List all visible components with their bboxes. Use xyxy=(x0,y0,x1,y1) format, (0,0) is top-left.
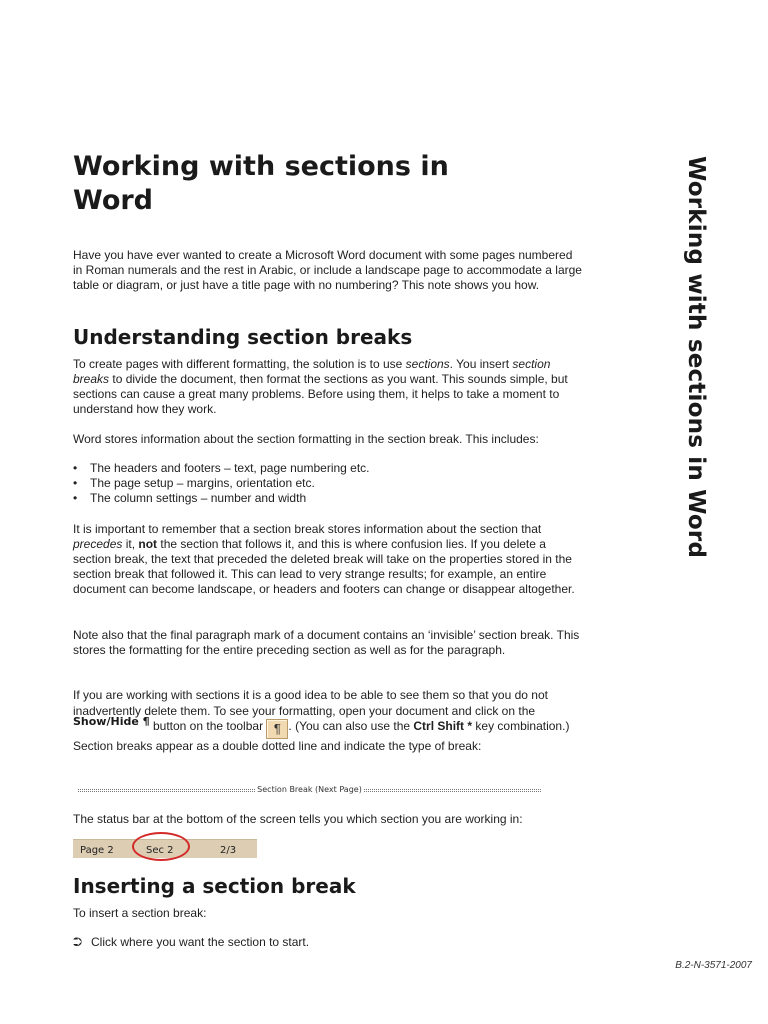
list-item-text: The column settings – number and width xyxy=(90,491,307,505)
list-item xyxy=(73,476,583,491)
document-code: B.2-N-3571-2007 xyxy=(675,960,752,971)
paragraph-important xyxy=(73,522,583,597)
text-run: To create pages with different formatting, the solution is to use xyxy=(73,357,406,371)
bullet-icon: • xyxy=(73,461,78,475)
list-item xyxy=(73,461,583,476)
bullet-icon: • xyxy=(73,491,78,505)
keyboard-shortcut: Ctrl Shift * xyxy=(413,719,473,733)
list-item xyxy=(73,491,583,506)
emphasis-sections: sections xyxy=(405,357,450,371)
side-title: Working with sections in Word xyxy=(683,156,709,559)
page-title: Working with sections in Word xyxy=(73,151,449,216)
section-heading-inserting: Inserting a section break xyxy=(73,874,356,898)
list-item-text: The headers and footers – text, page numbering etc. xyxy=(90,461,370,475)
text-run: the section that follows it, and this is where confusion lies. If you delete a section break, the text that preceded the deleted break will take on the properties stored in the section break that followed it. This can lead to very strange results; for example, an entire document can become landscape, or headers and footers can change or disappear altogether. xyxy=(73,537,575,596)
text-run: button on the toolbar xyxy=(149,719,267,733)
text-run: . You insert xyxy=(449,357,513,371)
text-run: it, xyxy=(122,537,139,551)
paragraph-final-mark: Note also that the final paragraph mark of a document contains an ‘invisible’ section break. This stores the formatting for the entire preceding section as well as for the paragraph. xyxy=(73,628,580,657)
text-run: . (You can also use the xyxy=(288,719,414,733)
intro-paragraph: Have you have ever wanted to create a Microsoft Word document with some pages numbered in Roman numerals and the rest in Arabic, or include a landscape page to accommodate a large table or diagram, or just have a title page with no numbering? This note shows you how. xyxy=(73,248,582,292)
emphasis-precedes: precedes xyxy=(73,537,123,551)
pilcrow-icon: ¶ xyxy=(266,719,288,739)
text-run: key combination.) Section breaks appear as a double dotted line and indicate the type of break: xyxy=(73,719,570,753)
highlight-circle xyxy=(132,832,190,861)
bullet-list xyxy=(73,461,583,506)
show-hide-label: Show/Hide ¶ xyxy=(73,715,150,728)
emphasis-section-breaks: section breaks xyxy=(73,357,551,386)
paragraph-to-insert: To insert a section break: xyxy=(73,906,207,920)
text-run: to divide the document, then format the sections as you want. This sounds simple, but sections can cause a great many problems. Before using them, it helps to take a moment to understand how they work. xyxy=(73,372,568,416)
text-run: It is important to remember that a section break stores information about the section that xyxy=(73,522,542,536)
paragraph-show-hide xyxy=(73,688,583,755)
paragraph-status-bar: The status bar at the bottom of the screen tells you which section you are working in: xyxy=(73,812,523,826)
text-run: If you are working with sections it is a good idea to be able to see them so that you do not inadvertently delete them. To see your formatting, open your document and click on the xyxy=(73,688,548,718)
step-item xyxy=(73,935,593,950)
paragraph-sections-intro xyxy=(73,357,583,417)
status-page-count: 2/3 xyxy=(220,845,237,856)
status-section: Sec 2 xyxy=(146,845,174,856)
bullet-icon: • xyxy=(73,476,78,490)
list-item-text: The page setup – margins, orientation etc. xyxy=(90,476,315,490)
status-page: Page 2 xyxy=(80,845,114,856)
paragraph-stores-info: Word stores information about the section formatting in the section break. This includes: xyxy=(73,432,539,446)
section-break-label: Section Break (Next Page) xyxy=(257,785,362,794)
section-break-illustration xyxy=(78,784,541,796)
step-text: Click where you want the section to start. xyxy=(91,935,310,949)
emphasis-not: not xyxy=(138,537,158,551)
arrow-icon: ⮊ xyxy=(73,935,83,949)
section-heading-understanding: Understanding section breaks xyxy=(73,325,413,349)
